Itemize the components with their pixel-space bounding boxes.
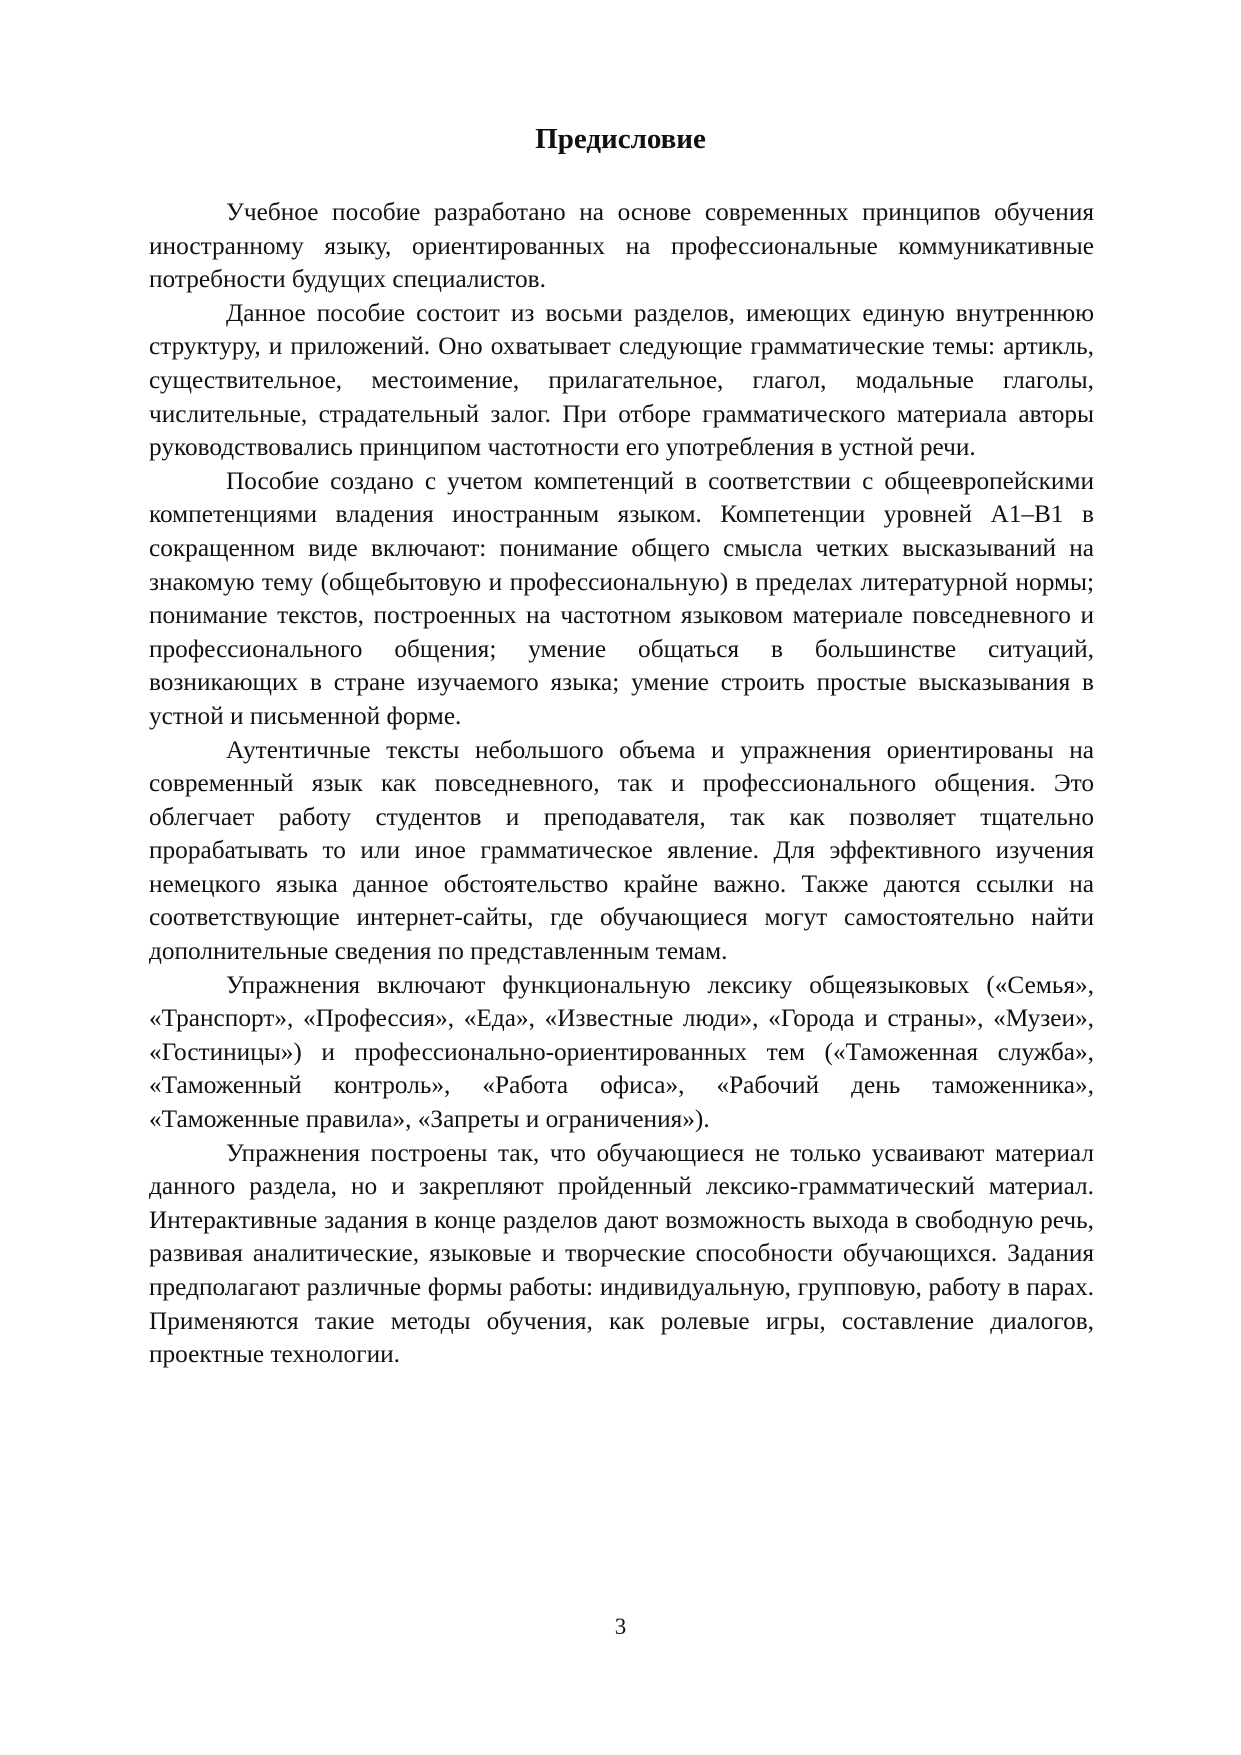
paragraph: Учебное пособие разработано на основе современных принципов обучения иностранному языку, ориентированных на профессиональные коммуникативные потребности будущих специалистов.	[149, 198, 1094, 294]
page-title: Предисловие	[535, 123, 706, 155]
page-number: 3	[614, 1614, 627, 1639]
paragraph: Аутентичные тексты небольшого объема и упражнения ориентированы на современный язык как повседневного, так и профессионального общения. Это облегчает работу студентов и преподавателя, так как позволяет тщательно прорабатывать то или иное грамматическое явление. Для эффективного изучения немецкого языка данное обстоятельство крайне важно. Также даются ссылки на соответствующие интернет-сайты, где обучающиеся могут самостоятельно найти дополнительные сведения по представленным темам.	[149, 735, 1094, 966]
paragraph: Упражнения построены так, что обучающиеся не только усваивают материал данного раздела, но и закрепляют пройденный лексико-грамматический материал. Интерактивные задания в конце разделов дают возможность выхода в свободную речь, развивая аналитические, языковые и творческие способности обучающихся. Задания предполагают различные формы работы: индивидуальную, групповую, работу в парах. Применяются такие методы обучения, как ролевые игры, составление диалогов, проектные технологии.	[149, 1138, 1094, 1369]
preface-body	[149, 196, 1094, 1372]
paragraph: Данное пособие состоит из восьми разделов, имеющих единую внутреннюю структуру, и приложений. Оно охватывает следующие грамматические темы: артикль, существительное, местоимение, прилагательное, глагол, модальные глаголы, числительные, страдательный залог. При отборе грамматического материала авторы руководствовались принципом частотности его употребления в устной речи.	[149, 298, 1094, 462]
paragraph: Упражнения включают функциональную лексику общеязыковых («Семья», «Транспорт», «Профессия», «Еда», «Известные люди», «Города и страны», «Музеи», «Гостиницы») и профессионально-ориентированных тем («Таможенная служба», «Таможенный контроль», «Работа офиса», «Рабочий день таможенника», «Таможенные правила», «Запреты и ограничения»).	[149, 970, 1094, 1134]
paragraph: Пособие создано с учетом компетенций в соответствии с общеевропейскими компетенциями владения иностранным языком. Компетенции уровней А1–В1 в сокращенном виде включают: понимание общего смысла четких высказываний на знакомую тему (общебытовую и профессиональную) в пределах литературной нормы; понимание текстов, построенных на частотном языковом материале повседневного и профессионального общения; умение общаться в большинстве ситуаций, возникающих в стране изучаемого языка; умение строить простые высказывания в устной и письменной форме.	[149, 466, 1094, 730]
